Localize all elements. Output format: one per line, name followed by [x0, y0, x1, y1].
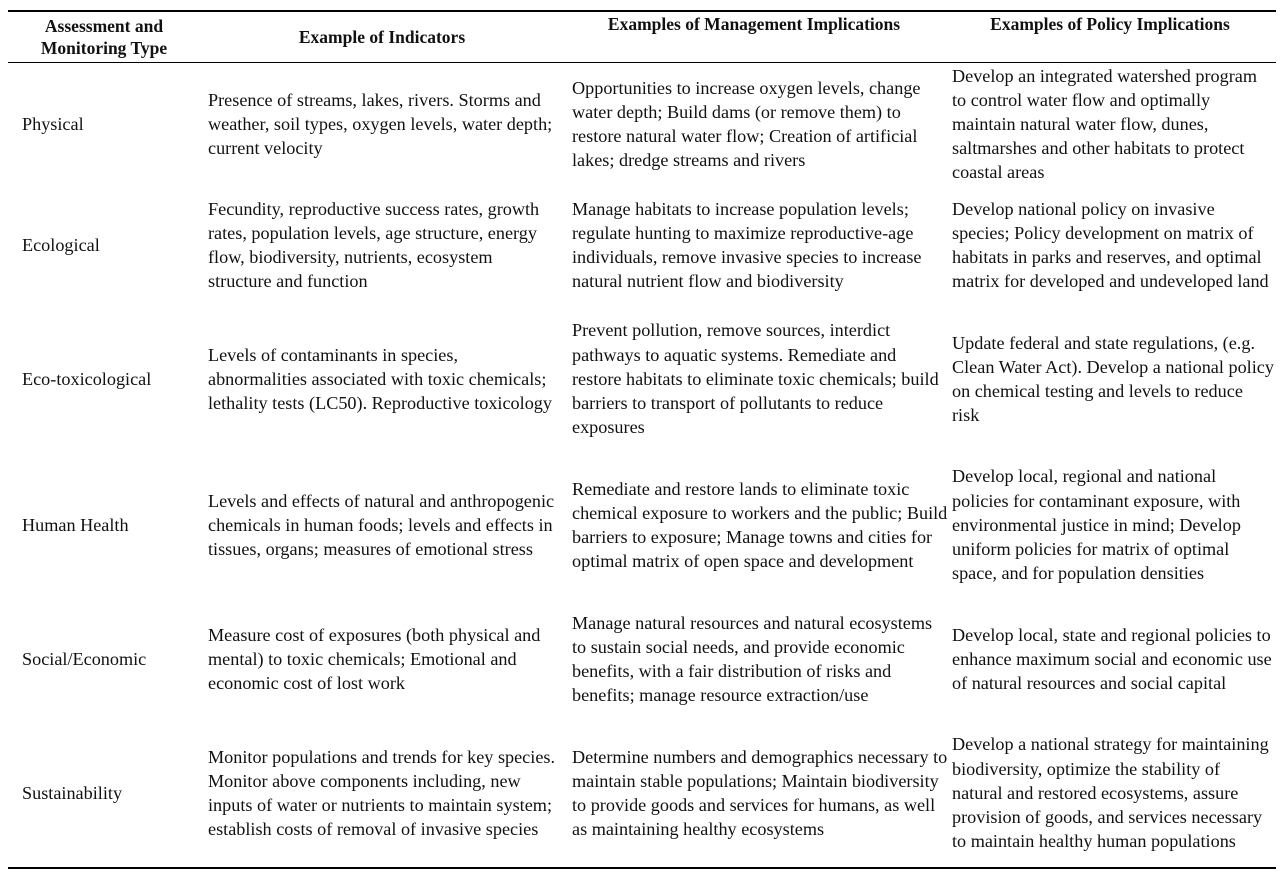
row-type: Physical [22, 113, 84, 134]
row-management: Manage natural resources and natural ecosystems to sustain social needs, and provide economic benefits, with a fair distribution of risks and benefits; manage resource extraction/use [572, 612, 933, 706]
table-row [0, 720, 1283, 866]
row-type: Ecological [22, 234, 100, 255]
row-indicators: Levels of contaminants in species, abnormalities associated with toxic chemicals; lethality tests (LC50). Reproductive toxicology [208, 344, 552, 414]
row-type: Social/Economic [22, 648, 147, 669]
row-indicators: Levels and effects of natural and anthropogenic chemicals in human foods; levels and effects in tissues, organs; measures of emotional stress [208, 490, 555, 560]
row-management: Prevent pollution, remove sources, interdict pathways to aquatic systems. Remediate and restore habitats to eliminate toxic chemicals; build barriers to transport of pollutants to reduce exposures [572, 320, 939, 438]
row-policy: Develop local, regional and national policies for contaminant exposure, with environmental justice in mind; Develop uniform policies for matrix of optimal space, and for population densities [952, 466, 1241, 584]
row-indicators: Presence of streams, lakes, rivers. Storms and weather, soil types, oxygen levels, water depth; current velocity [208, 89, 553, 159]
row-policy: Develop local, state and regional policies to enhance maximum social and economic use of natural resources and social capital [952, 624, 1272, 694]
row-policy: Develop an integrated watershed program to control water flow and optimally maintain natural water flow, dunes, saltmarshes and other habitats to protect coastal areas [952, 65, 1258, 183]
table-top-rule [8, 10, 1276, 12]
row-indicators: Measure cost of exposures (both physical and mental) to toxic chemicals; Emotional and economic cost of lost work [208, 624, 541, 694]
row-type: Human Health [22, 514, 129, 535]
header-indicators: Example of Indicators [298, 27, 466, 47]
row-indicators: Monitor populations and trends for key species. Monitor above components including, new inputs of water or nutrients to maintain system; establish costs of removal of invasive species [208, 746, 556, 840]
row-management: Manage habitats to increase population levels; regulate hunting to maximize reproductive-age individuals, remove invasive species to increase natural nutrient flow and biodiversity [572, 198, 922, 292]
row-management: Determine numbers and demographics necessary to maintain stable populations; Maintain biodiversity to provide goods and services for humans, as well as maintaining healthy ecosystems [572, 746, 948, 840]
row-type: Sustainability [22, 782, 123, 803]
table-row [0, 452, 1283, 598]
row-policy: Update federal and state regulations, (e.g. Clean Water Act). Develop a national policy on chemical testing and levels to reduce risk [952, 332, 1274, 426]
table-row [0, 306, 1283, 452]
row-type: Eco-toxicological [22, 368, 152, 389]
table-row [0, 184, 1283, 306]
row-indicators: Fecundity, reproductive success rates, growth rates, population levels, age structure, energy flow, biodiversity, nutrients, ecosystem structure and function [208, 198, 540, 292]
table-row [0, 598, 1283, 720]
row-policy: Develop a national strategy for maintaining biodiversity, optimize the stability of natural and restored ecosystems, assure provision of goods, and services necessary to maintain healthy human populations [952, 734, 1269, 852]
header-management: Examples of Management Implications [607, 14, 901, 34]
table-bottom-rule [8, 867, 1276, 869]
header-assessment-type: Assessment and Monitoring Type [40, 16, 168, 58]
row-management: Opportunities to increase oxygen levels, change water depth; Build dams (or remove them) to restore natural water flow; Creation of artificial lakes; dredge streams and rivers [572, 77, 921, 171]
table-row [0, 64, 1283, 184]
row-management: Remediate and restore lands to eliminate toxic chemical exposure to workers and the public; Build barriers to exposure; Manage towns and cities for optimal matrix of open space and development [572, 478, 948, 572]
row-policy: Develop national policy on invasive species; Policy development on matrix of habitats in parks and reserves, and optimal matrix for developed and undeveloped land [952, 198, 1269, 292]
header-policy: Examples of Policy Implications [990, 14, 1230, 34]
